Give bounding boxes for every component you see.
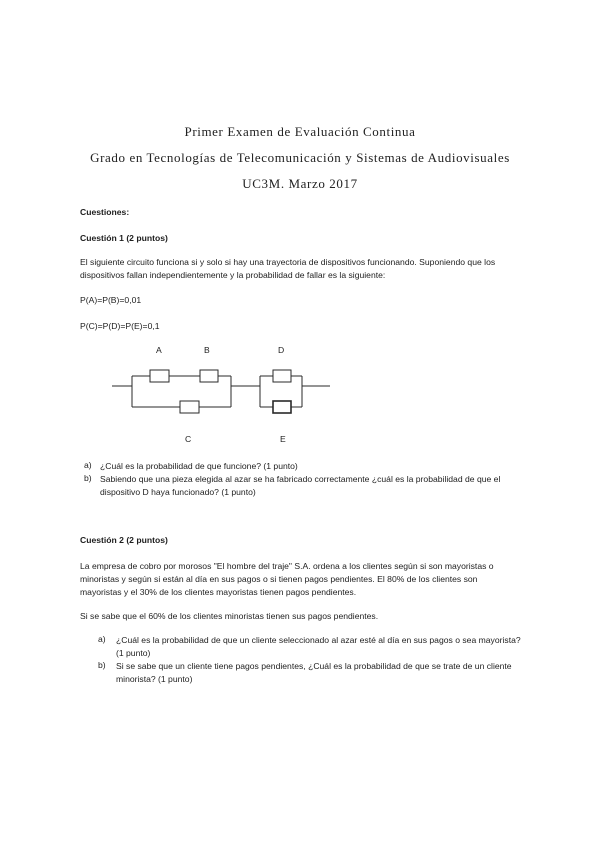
q2-intro: La empresa de cobro por morosos "El hombre del traje" S.A. ordena a los clientes según si son mayoristas o minoristas y según si están al día en sus pagos o si tienen pagos pendientes. El 80% de los clientes son mayoristas y el 30% de los clientes mayoristas tienen pagos pendientes.: [80, 561, 494, 597]
q2-item-a-marker: a): [98, 634, 106, 644]
q1-intro: El siguiente circuito funciona si y solo si hay una trayectoria de dispositivos funcionando. Suponiendo que los dispositivos fallan independientemente y la probabilidad de fallar es la siguiente:: [80, 257, 496, 280]
label-e: E: [280, 434, 286, 444]
q1-item-b: Sabiendo que una pieza elegida al azar se ha fabricado correctamente ¿cuál es la probabilidad de que el dispositivo D haya funcionado? (1 punto): [100, 474, 501, 497]
q2-heading: Cuestión 2 (2 puntos): [80, 535, 168, 545]
q1-heading: Cuestión 1 (2 puntos): [80, 233, 168, 243]
device-c: [180, 401, 199, 413]
q2-item-b: Si se sabe que un cliente tiene pagos pendientes, ¿Cuál es la probabilidad de que se trate de un cliente minorista? (1 punto): [116, 661, 512, 684]
device-d: [273, 370, 291, 382]
q1-item-a-marker: a): [84, 460, 92, 470]
label-d: D: [278, 345, 285, 355]
device-e: [273, 401, 291, 413]
university-date: UC3M. Marzo 2017: [242, 176, 358, 191]
section-heading: Cuestiones:: [80, 207, 130, 217]
q1-item-b-marker: b): [84, 473, 92, 483]
device-a: [150, 370, 169, 382]
q1-prob-cde: P(C)=P(D)=P(E)=0,1: [80, 321, 160, 331]
label-c: C: [185, 434, 192, 444]
label-a: A: [156, 345, 162, 355]
q1-item-a: ¿Cuál es la probabilidad de que funcione? (1 punto): [100, 461, 298, 471]
circuit-diagram: [112, 360, 344, 422]
exam-title: Primer Examen de Evaluación Continua: [184, 124, 416, 139]
device-b: [200, 370, 218, 382]
q2-note: Si se sabe que el 60% de los clientes minoristas tienen sus pagos pendientes.: [80, 611, 379, 621]
q2-item-b-marker: b): [98, 660, 106, 670]
q2-item-a: ¿Cuál es la probabilidad de que un cliente seleccionado al azar esté al día en sus pagos o sea mayorista? (1 punto): [116, 635, 521, 658]
q1-prob-ab: P(A)=P(B)=0,01: [80, 295, 142, 305]
label-b: B: [204, 345, 210, 355]
degree-title: Grado en Tecnologías de Telecomunicación y Sistemas de Audiovisuales: [90, 150, 510, 165]
